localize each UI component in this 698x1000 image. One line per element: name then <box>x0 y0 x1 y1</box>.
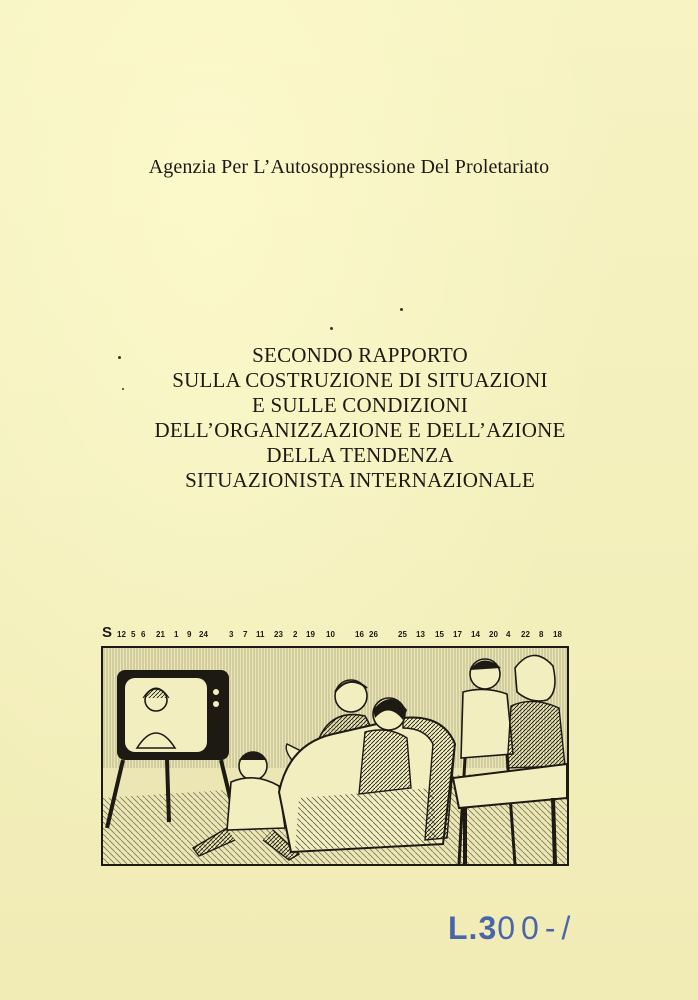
channel-number: 2 <box>293 630 298 639</box>
price-stamp-rest: 00-/ <box>497 910 577 946</box>
channel-number: 1 <box>174 630 179 639</box>
channel-number: 24 <box>199 630 208 639</box>
illustration-frame <box>101 646 569 866</box>
channel-number: 15 <box>435 630 444 639</box>
channel-number: 4 <box>506 630 511 639</box>
channel-number-strip <box>101 626 569 644</box>
channel-number: 13 <box>416 630 425 639</box>
channel-number: 7 <box>243 630 248 639</box>
living-room-scene <box>103 648 567 864</box>
paper-speck <box>400 308 403 311</box>
channel-number: 18 <box>553 630 562 639</box>
channel-number: 25 <box>398 630 407 639</box>
channel-number: 17 <box>453 630 462 639</box>
channel-number: 3 <box>229 630 234 639</box>
title-line: DELLA TENDENZA <box>266 443 454 467</box>
channel-number: 20 <box>489 630 498 639</box>
publisher-name: Agenzia Per L’Autosoppressione Del Proletariato <box>148 156 550 178</box>
channel-number: 12 <box>117 630 126 639</box>
channel-number: 16 <box>355 630 364 639</box>
channel-number: 14 <box>471 630 480 639</box>
channel-number: 21 <box>156 630 165 639</box>
title-line: DELL’ORGANIZZAZIONE E DELL’AZIONE <box>154 418 566 442</box>
title-line: SITUAZIONISTA INTERNAZIONALE <box>185 468 535 492</box>
channel-number: 22 <box>521 630 530 639</box>
price-stamp-prefix: L.3 <box>448 910 498 946</box>
title-line: SULLA COSTRUZIONE DI SITUAZIONI <box>172 368 548 392</box>
title-line: E SULLE CONDIZIONI <box>252 393 468 417</box>
channel-number: 8 <box>539 630 544 639</box>
channel-number: 5 <box>131 630 136 639</box>
price-stamp <box>448 910 576 947</box>
title-line: SECONDO RAPPORTO <box>252 343 468 367</box>
channel-number: 19 <box>306 630 315 639</box>
channel-number: 26 <box>369 630 378 639</box>
family-watching-tv-illustration <box>101 626 569 866</box>
paper-speck <box>330 327 333 330</box>
channel-number: 11 <box>256 630 265 639</box>
channel-number: 10 <box>326 630 335 639</box>
channel-number: 9 <box>187 630 192 639</box>
channel-letter: S <box>102 624 113 641</box>
channel-number: 23 <box>274 630 283 639</box>
book-title <box>60 343 660 493</box>
channel-number: 6 <box>141 630 146 639</box>
